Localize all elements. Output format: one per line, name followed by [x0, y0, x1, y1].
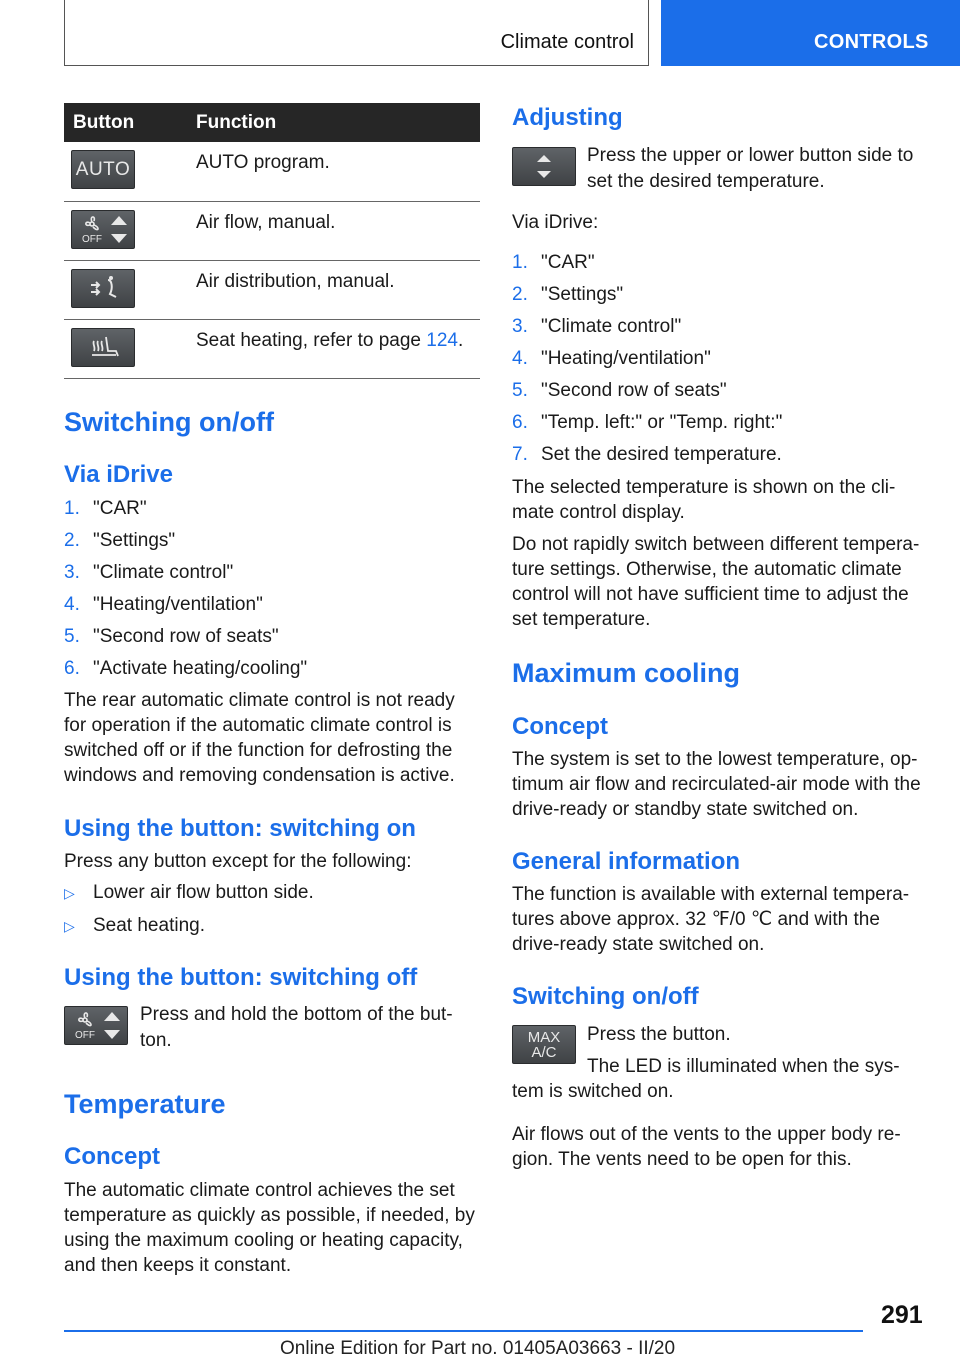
- general-info-heading: General information: [512, 848, 741, 875]
- footer-divider: [64, 1330, 863, 1332]
- max-label: MAX: [527, 1028, 561, 1046]
- table-row: [64, 260, 480, 319]
- exception-list: [64, 880, 480, 946]
- list-item: 3. "Climate control": [512, 316, 682, 337]
- list-item: 4. "Heating/ventilation": [512, 348, 711, 369]
- list-item: 4. "Heating/ventilation": [64, 594, 263, 615]
- list-item: 7. Set the desired temperature.: [512, 444, 782, 465]
- concept-heading: Concept: [64, 1143, 160, 1170]
- max-ac-button-icon: [512, 1025, 576, 1064]
- off-label: OFF: [82, 233, 102, 245]
- air-distribution-button-icon: [71, 269, 135, 308]
- max-switching-heading: Switching on/off: [512, 983, 699, 1010]
- press-button-text: Press the button.: [587, 1024, 731, 1045]
- rapid-switch-paragraph: Do not rapidly switch between different tempera- ture settings. Otherwise, the automatic climate control will not have sufficient time to adjust the set temperature.: [512, 534, 920, 630]
- left-idrive-steps: [64, 496, 480, 688]
- function-text: Air flow, manual.: [184, 201, 480, 260]
- led-text-line2: tem is switched on.: [512, 1081, 674, 1102]
- list-item: 2. "Settings": [512, 284, 624, 305]
- general-info-paragraph: The function is available with external tempera- tures above approx. 32 ℉/0 ℃ and with the drive-ready state switched on.: [512, 884, 910, 955]
- via-idrive-heading: Via iDrive: [64, 461, 173, 488]
- switching-heading: Switching on/off: [64, 407, 274, 437]
- ac-label: A/C: [531, 1043, 557, 1061]
- button-off-text: Press and hold the bottom of the but- ton.: [140, 1004, 453, 1051]
- chapter-tab[interactable]: CONTROLS: [661, 0, 960, 66]
- temperature-heading: Temperature: [64, 1089, 226, 1119]
- column-header-function: Function: [184, 103, 480, 142]
- column-header-button: Button: [64, 103, 184, 142]
- selected-temp-paragraph: The selected temperature is shown on the cli- mate control display.: [512, 477, 896, 523]
- list-item: ▷ Seat heating.: [64, 913, 480, 946]
- function-text: Air distribution, manual.: [184, 260, 480, 319]
- button-off-heading: Using the button: switching off: [64, 964, 418, 991]
- list-item: 5. "Second row of seats": [64, 626, 279, 647]
- maximum-cooling-heading: Maximum cooling: [512, 658, 741, 688]
- page-link[interactable]: 124: [426, 329, 458, 351]
- airflow-paragraph: Air flows out of the vents to the upper body re- gion. The vents need to be open for this.: [512, 1124, 901, 1170]
- right-idrive-steps: [512, 250, 932, 474]
- not-ready-paragraph: The rear automatic climate control is not ready for operation if the automatic climate control is switched off or if the function for defrosting the windows and removing condensation is active.: [64, 690, 455, 786]
- list-item: 5. "Second row of seats": [512, 380, 727, 401]
- max-concept-paragraph: The system is set to the lowest temperature, op- timum air flow and recirculated-air mode with the drive-ready or standby state switched on.: [512, 749, 921, 820]
- concept-paragraph: The automatic climate control achieves the set temperature as quickly as possible, if needed, by using the maximum cooling or heating capacity, and then keeps it constant.: [64, 1180, 475, 1276]
- list-item: 6. "Activate heating/cooling": [64, 658, 308, 679]
- table-row: [64, 319, 480, 378]
- list-item: 6. "Temp. left:" or "Temp. right:": [512, 412, 783, 433]
- off-label: OFF: [75, 1030, 95, 1041]
- button-on-text: Press any button except for the following:: [64, 851, 412, 872]
- list-item: 2. "Settings": [64, 530, 176, 551]
- adjusting-heading: Adjusting: [512, 104, 623, 131]
- fan-off-button-icon: [64, 1006, 128, 1045]
- triangle-bullet-icon: ▷: [64, 885, 75, 901]
- table-row: [64, 142, 480, 201]
- list-item: 1. "CAR": [512, 252, 595, 273]
- function-text: AUTO program.: [184, 142, 480, 201]
- list-item: 3. "Climate control": [64, 562, 234, 583]
- edition-text: Online Edition for Part no. 01405A03663 - II/20: [280, 1338, 676, 1359]
- section-title: Climate control: [500, 31, 634, 53]
- table-row: [64, 201, 480, 260]
- list-item: ▷ Lower air flow button side.: [64, 880, 480, 913]
- button-on-heading: Using the button: switching on: [64, 815, 416, 842]
- page-number: 291: [881, 1301, 923, 1329]
- temperature-up-down-button-icon: [512, 147, 576, 186]
- table-header-row: [64, 103, 480, 142]
- auto-button-icon: AUTO: [71, 150, 135, 189]
- button-function-table: [64, 103, 480, 379]
- triangle-bullet-icon: ▷: [64, 918, 75, 934]
- via-idrive-label: Via iDrive:: [512, 212, 599, 233]
- function-text: Seat heating, refer to page: [196, 329, 427, 351]
- led-text-line1: The LED is illuminated when the sys-: [587, 1056, 900, 1077]
- seat-heating-button-icon: [71, 328, 135, 367]
- list-item: 1. "CAR": [64, 498, 147, 519]
- fan-off-button-icon: [71, 210, 135, 249]
- adjusting-text: Press the upper or lower button side to set the desired temperature.: [587, 145, 914, 192]
- function-text-suffix: .: [457, 329, 464, 351]
- header-section-box: [64, 0, 649, 66]
- concept-heading-right: Concept: [512, 713, 608, 740]
